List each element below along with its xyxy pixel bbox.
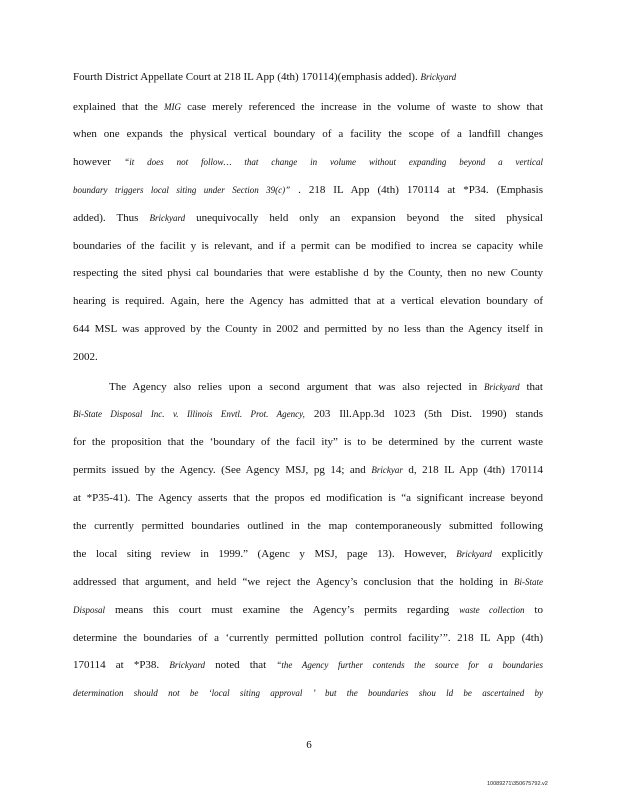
body-text-line [73, 350, 543, 364]
text-segment: 170114 at *P38. [73, 659, 170, 671]
body-text-line [73, 491, 543, 505]
text-segment: case merely referenced the increase in the volume of waste to show that [180, 101, 543, 113]
body-text-line [73, 435, 543, 449]
text-segment: added). Thus [73, 212, 150, 224]
italic-text-segment: Brickyard [169, 660, 205, 670]
text-segment: to [524, 604, 543, 616]
body-text-line [73, 70, 543, 84]
body-text-line [73, 519, 543, 533]
italic-text-segment: boundary triggers local siting under Section 39(c)” [73, 185, 291, 195]
body-text-line [73, 575, 543, 589]
text-segment: means this court must examine the Agency’s permits regarding [105, 604, 460, 616]
body-text-line [73, 322, 543, 336]
page-number: 6 [306, 739, 312, 751]
italic-text-segment: Brickyard [149, 213, 186, 223]
text-segment: noted that [205, 659, 277, 671]
text-segment: boundaries of the facilit y is relevant, and if a permit can be modified to increa se capacity while [73, 240, 543, 252]
text-segment: when one expands the physical vertical boundary of a facility the scope of a landfill changes [73, 128, 543, 140]
body-text-line [73, 211, 543, 225]
body-text-line [73, 127, 543, 141]
text-segment: 644 MSL was approved by the County in 2002 and permitted by no less than the Agency itself in [73, 323, 543, 335]
text-segment: the currently permitted boundaries outlined in the map contemporaneously submitted following [73, 520, 543, 532]
text-segment: . 218 IL App (4th) 170114 at *P34. (Emphasis [290, 184, 544, 196]
italic-text-segment: Brickyard [420, 72, 457, 82]
text-segment: d, 218 IL App (4th) 170114 [402, 464, 543, 476]
italic-text-segment: Brickyard [456, 549, 492, 559]
text-segment: Fourth District Appellate Court at 218 IL App (4th) 170114)(emphasis added). [73, 71, 421, 83]
italic-text-segment: “it does not follow… that change in volume without expanding beyond a vertical [124, 157, 544, 167]
body-text-line [73, 631, 543, 645]
text-segment: 203 Ill.App.3d 1023 (5th Dist. 1990) stands [304, 408, 543, 420]
body-text-line [73, 155, 543, 169]
text-segment: for the proposition that the ‘boundary of the facil ity” is to be determined by the current waste [73, 436, 543, 448]
text-segment: respecting the sited physi cal boundaries that were establishe d by the County, then no new County [73, 267, 543, 279]
text-segment: explained that the [73, 101, 164, 113]
text-segment: unequivocally held only an expansion beyond the sited physical [185, 212, 543, 224]
text-segment: at *P35-41). The Agency asserts that the propos ed modification is “a significant increase beyond [73, 492, 543, 504]
text-segment: that [519, 381, 543, 393]
italic-text-segment: Bi-State Disposal Inc. v. Illinois Envtl. Prot. Agency, [73, 409, 305, 419]
text-segment: The Agency also relies upon a second argument that was also rejected in [109, 381, 484, 393]
text-segment: hearing is required. Again, here the Agency has admitted that at a vertical elevation boundary of [73, 295, 543, 307]
italic-text-segment: Disposal [73, 605, 106, 615]
italic-text-segment: Brickyar [371, 465, 403, 475]
document-id: 10089271\350675792.v2 [487, 781, 548, 787]
text-segment: addressed that argument, and held “we reject the Agency’s conclusion that the holding in [73, 576, 514, 588]
body-text-line [73, 407, 543, 421]
body-text-line [73, 266, 543, 280]
text-segment: however [73, 156, 125, 168]
italic-text-segment: determination should not be ‘local siting approval ’ but the boundaries shou ld be ascertained by [73, 688, 543, 698]
italic-text-segment: “the Agency further contends the source for a boundaries [276, 660, 543, 670]
body-text-line [73, 239, 543, 253]
body-text-line [73, 294, 543, 308]
body-text-line [73, 658, 543, 672]
italic-text-segment: waste collection [459, 605, 525, 615]
body-text-line [73, 463, 543, 477]
text-segment: determine the boundaries of a ‘currently permitted pollution control facility’”. 218 IL App (4th) [73, 632, 543, 644]
body-text-line [109, 380, 543, 394]
body-text-line [73, 686, 543, 700]
body-text-line [73, 100, 543, 114]
italic-text-segment: Bi-State [514, 577, 543, 587]
text-segment: permits issued by the Agency. (See Agency MSJ, pg 14; and [73, 464, 372, 476]
body-text-line [73, 603, 543, 617]
text-segment: 2002. [73, 351, 98, 363]
body-text-line [73, 547, 543, 561]
text-segment: explicitly [491, 548, 544, 560]
italic-text-segment: Brickyard [483, 382, 520, 392]
text-segment: the local siting review in 1999.” (Agenc y MSJ, page 13). However, [73, 548, 457, 560]
italic-text-segment: MIG [163, 102, 181, 112]
body-text-line [73, 183, 543, 197]
